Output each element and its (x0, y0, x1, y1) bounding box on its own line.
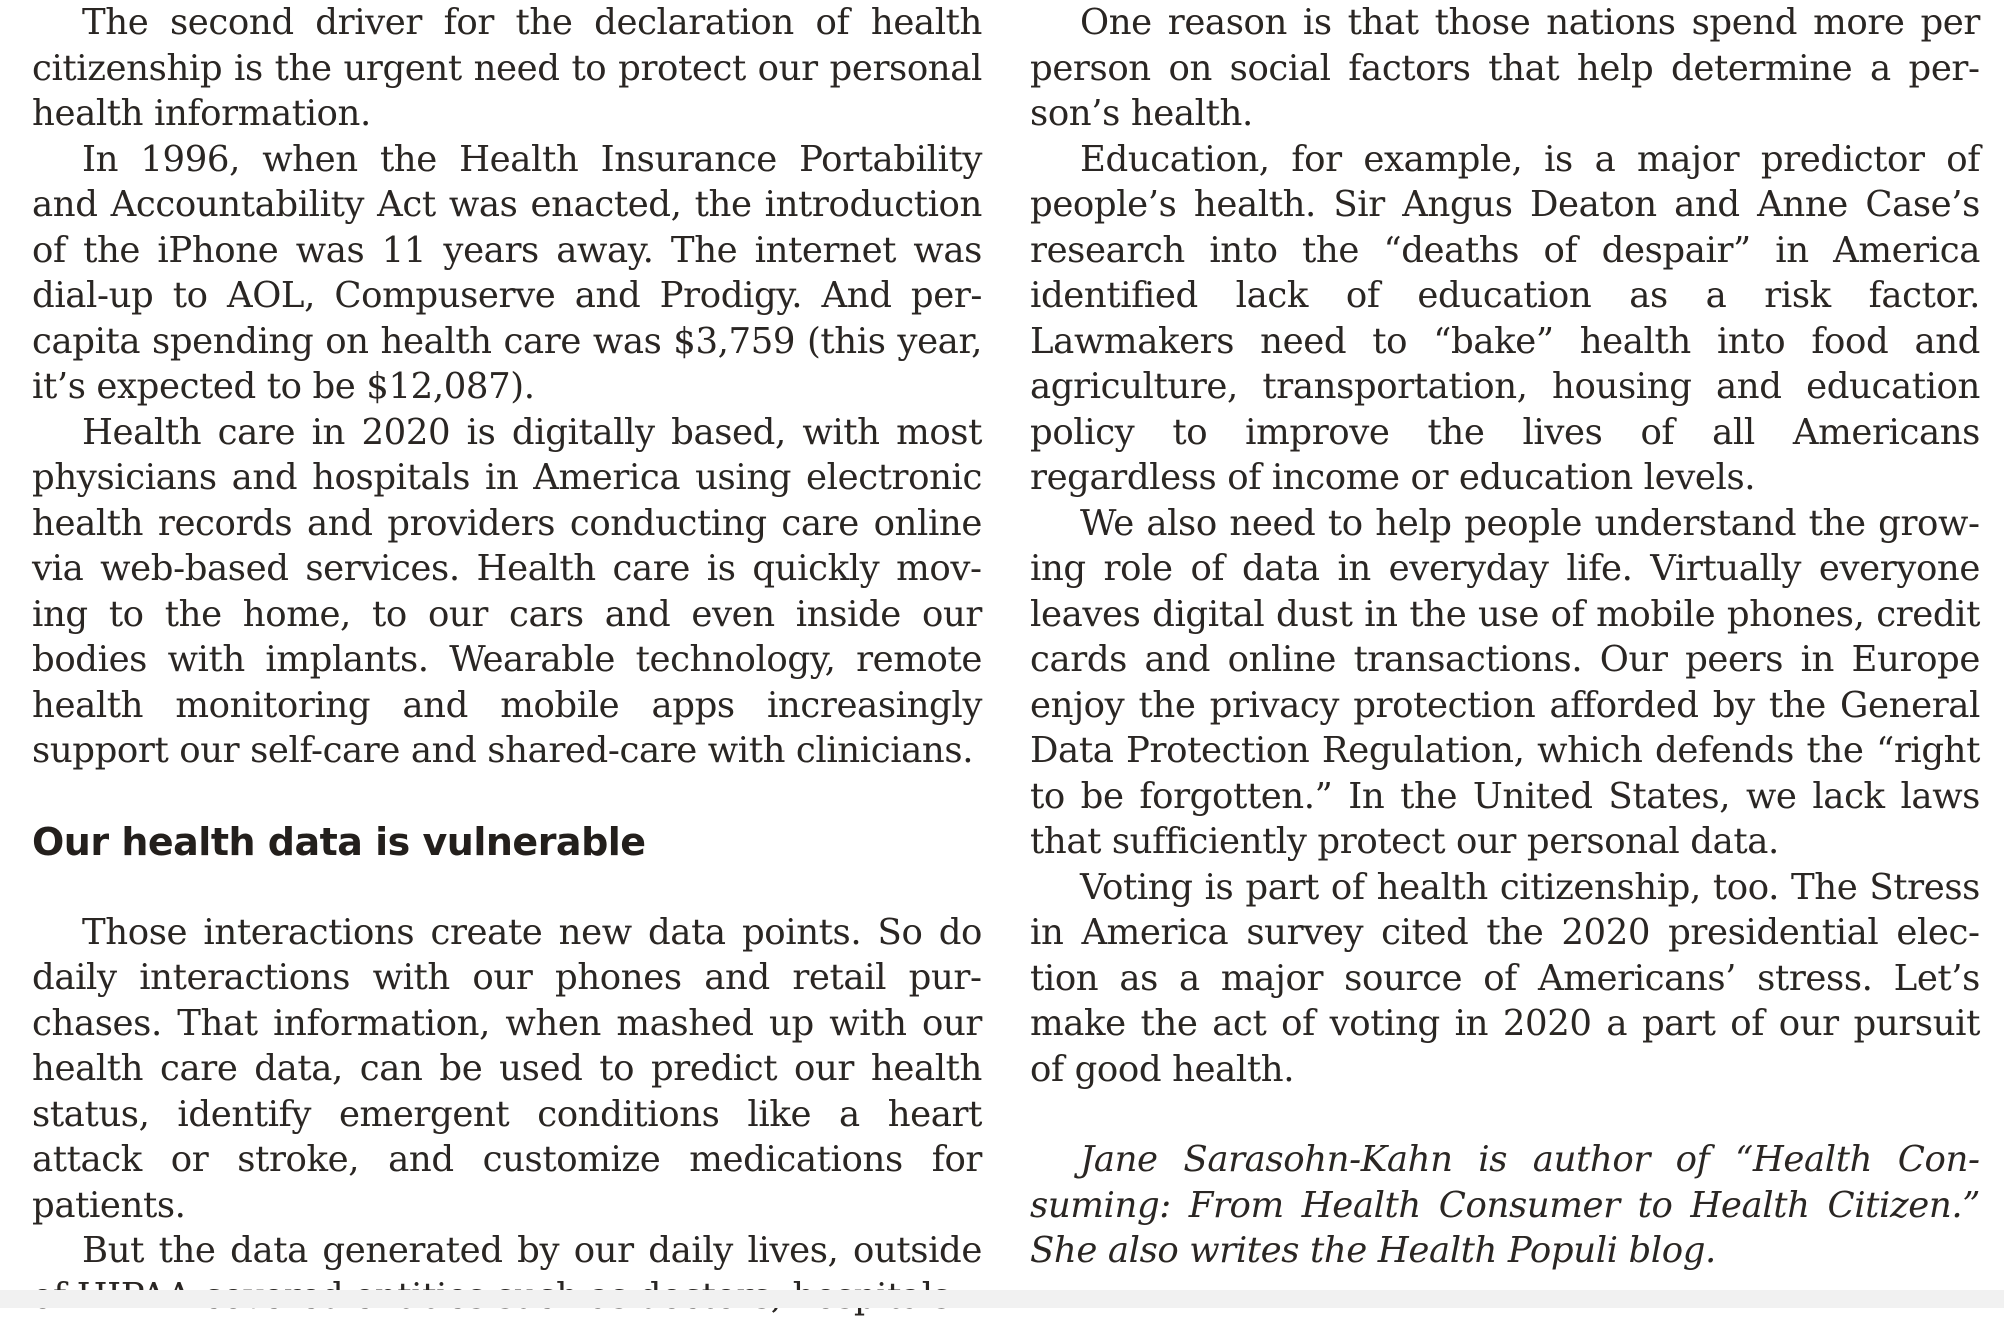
paragraph-health-citizenship-driver: The second driver for the declaration of health citizenship is the urgent need to protect our personal health information. (32, 2, 982, 134)
author-bio: Jane Sarasohn-Kahn is author of “Health Consuming: From Health Consumer to Health Citizen.” She also writes the Health Populi blog. (1030, 1139, 1980, 1271)
right-column (1030, 0, 1980, 1274)
paragraph-voting: Voting is part of health citizenship, too. The Stress in America survey cited the 2020 presidential election as a major source of Americans’ stress. Let’s make the act of voting in 2020 a part of our pursuit of good health. (1030, 866, 1980, 1090)
paragraph-new-data-points: Those interactions create new data points. So do daily interactions with our phones and retail purchases. That information, when mashed up with our health care data, can be used to predict our health status, identify emergent conditions like a heart attack or stroke, and customize medications for patients. (32, 911, 982, 1226)
section-subheading: Our health data is vulnerable (32, 819, 646, 864)
paragraph-digital-health-care: Health care in 2020 is digitally based, with most physicians and hospitals in America using electronic health records and providers conducting care online via web-based services. Health care is quickly moving to the home, to our cars and even inside our bodies with implants. Wearable technology, remote health monitoring and mobile apps increasingly support our self-care and shared-care with clinicians. (32, 411, 982, 771)
paragraph-education: Education, for example, is a major predictor of people’s health. Sir Angus Deaton and Anne Case’s research into the “deaths of despair” in America identified lack of education as a risk factor. Lawmakers need to “bake” health into food and agriculture, transportation, housing and education policy to improve the lives of all Americans regardless of income or education levels. (1030, 138, 1980, 498)
paragraph-hipaa-1996: In 1996, when the Health Insurance Portability and Accountability Act was enacted, the introduction of the iPhone was 11 years away. The internet was dial-up to AOL, Compuserve and Prodigy. And per-capita spending on health care was $3,759 (this year, it’s expected to be $12,087). (32, 138, 982, 407)
paragraph-social-factors: One reason is that those nations spend more per person on social factors that help determine a person’s health. (1030, 2, 1980, 134)
paragraph-data-outside-hipaa: But the data generated by our daily lives, outside (82, 1230, 982, 1271)
page-bottom-margin (0, 1290, 2004, 1308)
left-column (32, 0, 982, 1319)
paragraph-data-literacy: We also need to help people understand the growing role of data in everyday life. Virtually everyone leaves digital dust in the use of mobile phones, credit cards and online transactions. Our peers in Europe enjoy the privacy protection afforded by the General Data Protection Regulation, which defends the “right to be forgotten.” In the United States, we lack laws that sufficiently protect our personal data. (1030, 502, 1980, 862)
